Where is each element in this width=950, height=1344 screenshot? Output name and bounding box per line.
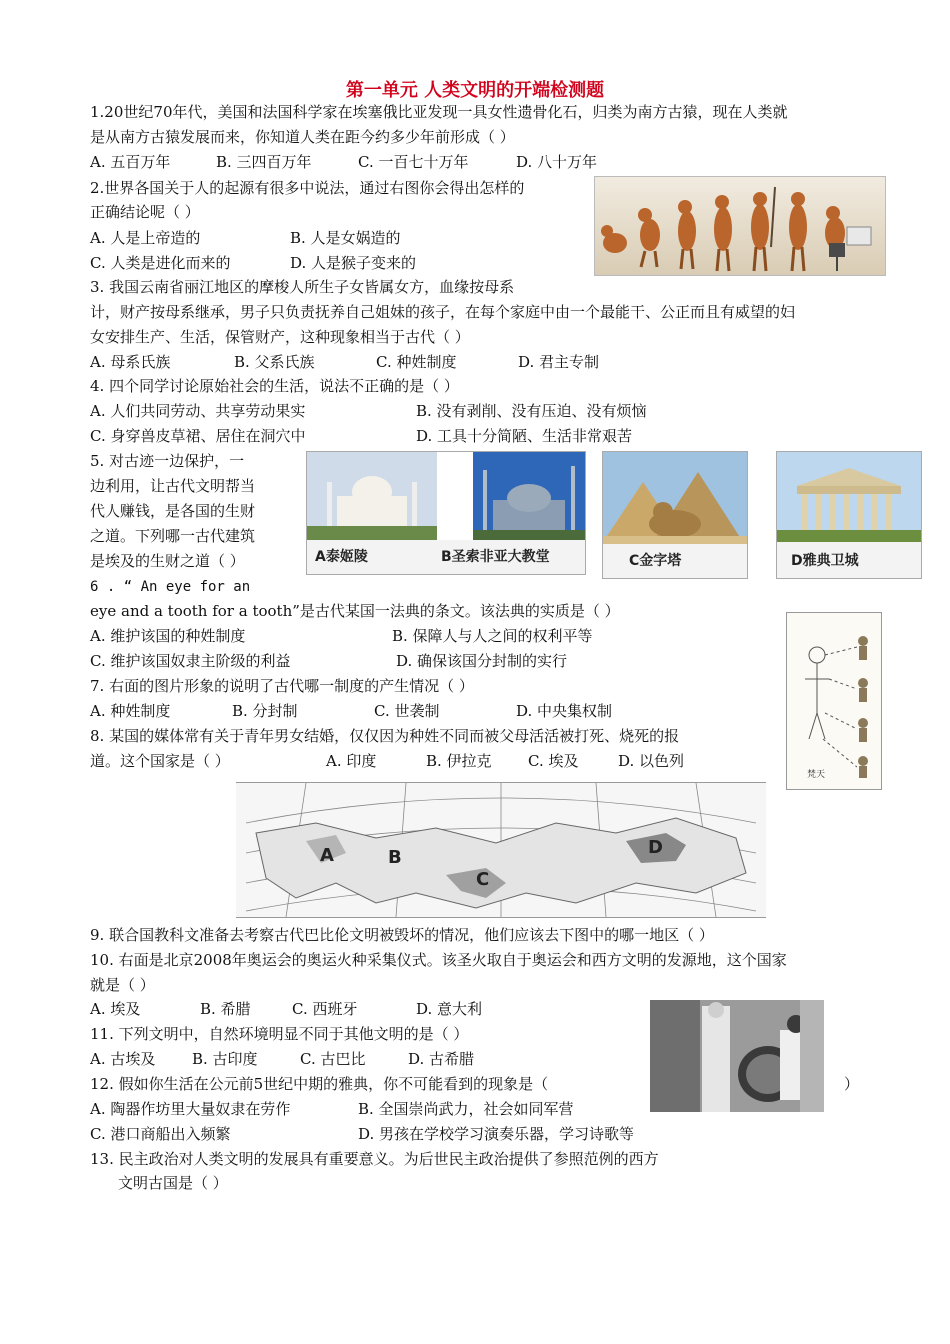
q1-option-c: C. 一百七十万年 [358,153,469,171]
caption-pyramid: C金字塔 [629,553,682,569]
q12-text-line1: 12. 假如你生活在公元前5世纪中期的雅典，你不可能看到的现象是（ [90,1075,549,1093]
q12-option-d: D. 男孩在学校学习演奏乐器，学习诗歌等 [358,1125,635,1143]
q2-option-a: A. 人是上帝造的 [90,229,201,247]
q7-option-a: A. 种姓制度 [90,702,171,720]
q11-option-b: B. 古印度 [192,1050,258,1068]
q11-option-d: D. 古希腊 [408,1050,475,1068]
q8-option-b: B. 伊拉克 [426,752,492,770]
q4-option-c: C. 身穿兽皮草裙、居住在洞穴中 [90,427,306,445]
q1-text-line1: 1.20世纪70年代，美国和法国科学家在埃塞俄比亚发现一具女性遗骨化石，归类为南方古猿，现在人类就 [90,103,788,121]
q3-text-line1: 3. 我国云南省丽江地区的摩梭人所生子女皆属女方，血缘按母系 [90,278,515,296]
ancient-civilizations-map [236,782,766,918]
q10-option-b: B. 希腊 [200,1000,251,1018]
q8-option-d: D. 以色列 [618,752,685,770]
q2-text-line2: 正确结论呢（ ） [90,203,200,221]
q3-option-b: B. 父系氏族 [234,353,315,371]
q9-text-line1: 9. 联合国教科文准备去考察古代巴比伦文明被毁坏的情况，他们应该去下图中的哪一地区（ ） [90,926,714,944]
caption-hagia-sophia: B圣索非亚大教堂 [441,549,550,565]
q2-option-c: C. 人类是进化而来的 [90,254,231,272]
q6-option-a: A. 维护该国的种姓制度 [90,627,246,645]
q6-option-b: B. 保障人与人之间的权利平等 [392,627,593,645]
caste-figure-label: 梵天 [807,770,826,780]
map-label-a: A [320,845,334,866]
q13-text-line1: 13. 民主政治对人类文明的发展具有重要意义。为后世民主政治提供了参照范例的西方 [90,1150,659,1168]
olympic-flame-image [650,1000,824,1112]
q12-option-c: C. 港口商船出入频繁 [90,1125,231,1143]
q6-option-c: C. 维护该国奴隶主阶级的利益 [90,652,291,670]
q5-image-parthenon [776,451,922,579]
page-title: 第一单元 人类文明的开端检测题 [345,80,605,101]
q5-text-line3: 代人赚钱，是各国的生财 [90,502,256,520]
q3-option-d: D. 君主专制 [518,353,600,371]
q5-text-line1: 5. 对古迹一边保护，一 [90,452,245,470]
q8-text-line1: 8. 某国的媒体常有关于青年男女结婚，仅仅因为种姓不同而被父母活活被打死、烧死的报 [90,727,680,745]
q7-option-c: C. 世袭制 [374,702,440,720]
q5-text-line4: 之道。下列哪一古代建筑 [90,527,256,545]
q10-text-line2: 就是（ ） [90,976,155,994]
q7-option-d: D. 中央集权制 [516,702,613,720]
q6-text-line2: eye and a tooth for a tooth”是古代某国一法典的条文。该法典的实质是（ ） [90,602,620,620]
q6-text-line1: 6 . “ An eye for an [90,579,251,595]
map-label-b: B [388,847,402,868]
q5-image-pyramid [602,451,748,579]
q3-option-c: C. 种姓制度 [376,353,457,371]
q5-text-line5: 是埃及的生财之道（ ） [90,552,245,570]
q10-option-d: D. 意大利 [416,1000,483,1018]
q4-option-b: B. 没有剥削、没有压迫、没有烦恼 [416,402,647,420]
q12-option-b: B. 全国崇尚武力，社会如同军营 [358,1100,574,1118]
q2-option-b: B. 人是女娲造的 [290,229,401,247]
q4-option-a: A. 人们共同劳动、共享劳动果实 [90,402,306,420]
q7-text-line1: 7. 右面的图片形象的说明了古代哪一制度的产生情况（ ） [90,677,474,695]
evolution-image [594,176,886,276]
q3-text-line3: 女安排生产、生活，保管财产，这种现象相当于古代（ ） [90,328,470,346]
q1-option-a: A. 五百万年 [90,153,171,171]
q2-text-line1: 2.世界各国关于人的起源有很多中说法，通过右图你会得出怎样的 [90,179,525,197]
q10-text-line1: 10. 右面是北京2008年奥运会的奥运火种采集仪式。该圣火取自于奥运会和西方文明的发源地，这个国家 [90,951,787,969]
q11-text-line1: 11. 下列文明中，自然环境明显不同于其他文明的是（ ） [90,1025,469,1043]
q12-text-line1-end: ） [844,1075,860,1093]
q8-option-a: A. 印度 [326,752,377,770]
q4-option-d: D. 工具十分简陋、生活非常艰苦 [416,427,633,445]
q1-option-d: D. 八十万年 [516,153,598,171]
q4-text-line1: 4. 四个同学讨论原始社会的生活，说法不正确的是（ ） [90,377,459,395]
q2-option-d: D. 人是猴子变来的 [290,254,417,272]
q7-option-b: B. 分封制 [232,702,298,720]
q8-option-c: C. 埃及 [528,752,579,770]
q1-option-b: B. 三四百万年 [216,153,312,171]
map-label-c: C [476,869,490,890]
q8-text-line2: 道。这个国家是（ ） [90,752,230,770]
q1-text-line2: 是从南方古猿发展而来，你知道人类在距今约多少年前形成（ ） [90,128,515,146]
q3-text-line2: 计，财产按母系继承，男子只负责抚养自己姐妹的孩子，在每个家庭中由一个最能干、公正而且有威望的妇 [90,303,796,321]
caste-system-image [786,612,882,790]
q10-option-c: C. 西班牙 [292,1000,358,1018]
map-label-d: D [648,837,663,858]
q10-option-a: A. 埃及 [90,1000,141,1018]
caption-acropolis: D雅典卫城 [791,553,859,569]
q12-option-a: A. 陶器作坊里大量奴隶在劳作 [90,1100,291,1118]
q3-option-a: A. 母系氏族 [90,353,171,371]
q5-image-group-ab [306,451,586,575]
q11-option-c: C. 古巴比 [300,1050,366,1068]
q11-option-a: A. 古埃及 [90,1050,156,1068]
q6-option-d: D. 确保该国分封制的实行 [396,652,568,670]
q13-text-line2: 文明古国是（ ） [118,1174,228,1192]
q5-text-line2: 边利用，让古代文明帮当 [90,477,256,495]
caption-taj-mahal: A泰姬陵 [315,549,368,565]
